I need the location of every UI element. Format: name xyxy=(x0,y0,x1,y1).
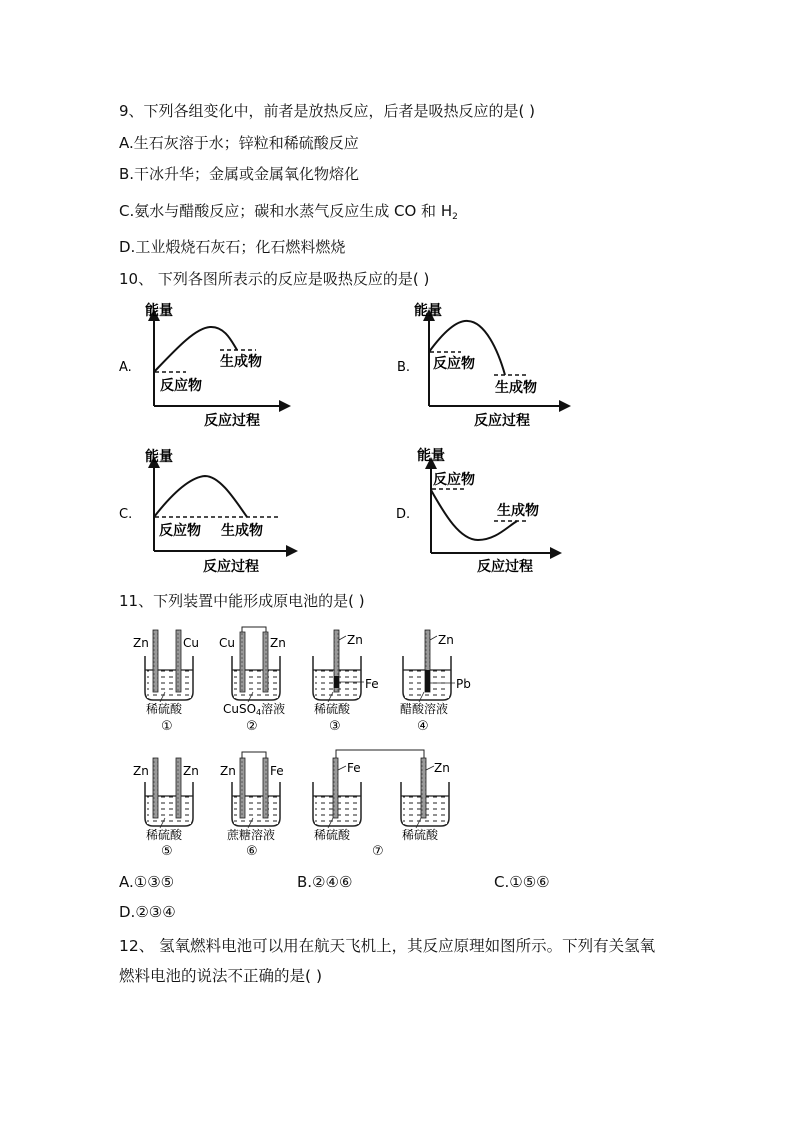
cell-2-solution-subscript: 4 xyxy=(256,708,262,717)
cell-7-number: ⑦ xyxy=(372,844,384,859)
cell-7-right-electrode: Zn xyxy=(434,761,450,775)
graph-d-xlabel: 反应过程 xyxy=(477,559,533,575)
cell-2-number: ② xyxy=(246,719,258,734)
graph-c-ylabel: 能量 xyxy=(145,449,173,465)
graph-b-xlabel: 反应过程 xyxy=(474,413,530,429)
graph-c-letter: C. xyxy=(119,507,133,522)
graph-b-letter: B. xyxy=(397,360,411,375)
cell-3-number: ③ xyxy=(329,719,341,734)
q12-line-2: 燃料电池的说法不正确的是( ) xyxy=(119,967,323,985)
q12-line-1: 12、 氢氧燃料电池可以用在航天飞机上，其反应原理如图所示。下列有关氢氧 xyxy=(119,937,656,955)
q11-cell-diagrams xyxy=(0,620,794,870)
graph-a xyxy=(119,302,285,429)
cell-7-left-solution: 稀硫酸 xyxy=(314,828,351,842)
cell-5-number: ⑤ xyxy=(161,844,173,859)
graph-a-reactant: 反应物 xyxy=(160,378,202,394)
cell-3-side-label: Fe xyxy=(365,677,379,691)
cell-2-left-label: Cu xyxy=(219,636,235,650)
cell-3-solution: 稀硫酸 xyxy=(314,702,351,716)
cell-3 xyxy=(313,630,379,734)
graph-b xyxy=(397,302,565,429)
cell-5 xyxy=(133,758,199,859)
cell-6-number: ⑥ xyxy=(246,844,258,859)
graph-a-product: 生成物 xyxy=(220,354,262,370)
cell-5-right-label: Zn xyxy=(183,764,199,778)
cell-2-solution xyxy=(223,701,285,717)
cell-4-top-label: Zn xyxy=(438,633,454,647)
cell-3-top-label: Zn xyxy=(347,633,363,647)
q11-stem: 11、下列装置中能形成原电池的是( ) xyxy=(119,592,365,610)
graph-b-ylabel: 能量 xyxy=(414,303,442,319)
cell-2-right-label: Zn xyxy=(270,636,286,650)
q11-option-a: A.①③⑤ xyxy=(119,873,175,891)
q9-stem: 9、下列各组变化中，前者是放热反应，后者是吸热反应的是( ) xyxy=(119,102,536,120)
cell-2-solution-formula: CuSO xyxy=(223,702,257,716)
cell-1-left-label: Zn xyxy=(133,636,149,650)
cell-6-solution: 蔗糖溶液 xyxy=(227,828,276,842)
graph-c-product: 生成物 xyxy=(221,523,263,539)
cell-7 xyxy=(313,750,450,859)
cell-2-solution-suffix: 溶液 xyxy=(261,702,286,716)
cell-1-right-label: Cu xyxy=(183,636,199,650)
q9-option-a: A.生石灰溶于水；锌粒和稀硫酸反应 xyxy=(119,134,359,152)
cell-4-number: ④ xyxy=(417,719,429,734)
graph-c-xlabel: 反应过程 xyxy=(203,559,259,575)
cell-7-left-electrode: Fe xyxy=(347,761,361,775)
cell-6 xyxy=(220,752,284,859)
q11-option-c: C.①⑤⑥ xyxy=(494,873,550,891)
cell-1-number: ① xyxy=(161,719,173,734)
cell-2 xyxy=(219,627,286,734)
graph-c-reactant: 反应物 xyxy=(159,523,201,539)
graph-a-xlabel: 反应过程 xyxy=(204,413,260,429)
cell-7-right-solution: 稀硫酸 xyxy=(402,828,439,842)
q9-option-c xyxy=(119,201,458,227)
q9-option-c-subscript: 2 xyxy=(452,212,458,222)
q9-option-b: B.干冰升华；金属或金属氧化物熔化 xyxy=(119,165,360,183)
graph-b-reactant: 反应物 xyxy=(433,356,475,372)
graph-a-letter: A. xyxy=(119,360,132,375)
q10-stem: 10、 下列各图所表示的反应是吸热反应的是( ) xyxy=(119,270,430,288)
cell-4-solution: 醋酸溶液 xyxy=(400,702,449,716)
graph-b-product: 生成物 xyxy=(495,380,537,396)
q11-option-d: D.②③④ xyxy=(119,903,176,921)
graph-d-ylabel: 能量 xyxy=(417,448,445,464)
cell-6-left-label: Zn xyxy=(220,764,236,778)
graph-d xyxy=(396,447,556,575)
cell-4-side-label: Pb xyxy=(456,677,471,691)
graph-d-product: 生成物 xyxy=(497,503,539,519)
cell-1-solution: 稀硫酸 xyxy=(146,702,183,716)
graph-c xyxy=(119,448,292,575)
q9-option-d: D.工业煅烧石灰石；化石燃料燃烧 xyxy=(119,238,346,256)
q11-option-b: B.②④⑥ xyxy=(297,873,353,891)
graph-d-letter: D. xyxy=(396,507,411,522)
graph-d-reactant: 反应物 xyxy=(433,472,475,488)
cell-6-right-label: Fe xyxy=(270,764,284,778)
graph-a-ylabel: 能量 xyxy=(145,303,173,319)
cell-5-left-label: Zn xyxy=(133,764,149,778)
q9-option-c-text: C.氨水与醋酸反应；碳和水蒸气反应生成 CO 和 H xyxy=(119,202,453,220)
cell-1 xyxy=(133,630,199,734)
cell-5-solution: 稀硫酸 xyxy=(146,828,183,842)
cell-4 xyxy=(400,630,471,734)
